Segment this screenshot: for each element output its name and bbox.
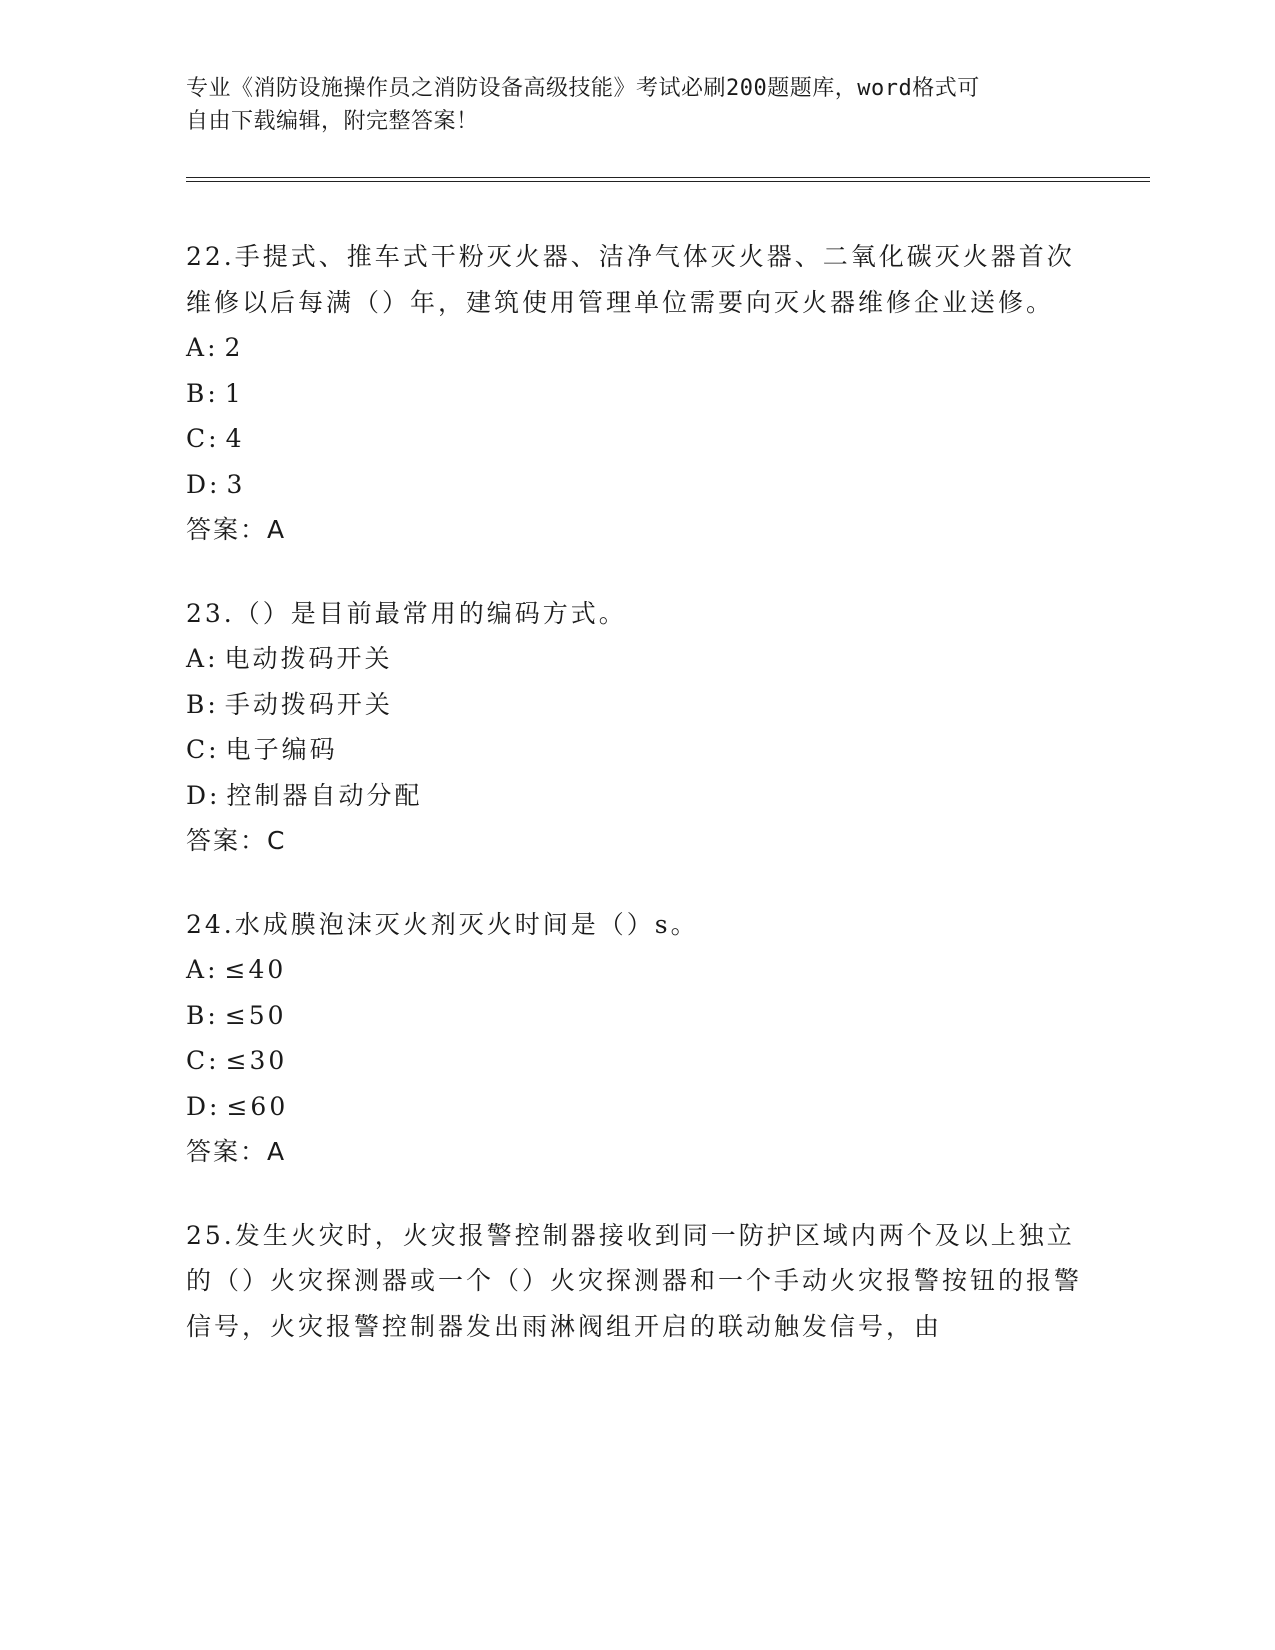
option-separator: : [207, 689, 219, 719]
option-b [186, 371, 1086, 417]
option-value: 2 [224, 333, 244, 362]
option-value: 3 [226, 469, 246, 499]
option-separator: : [207, 378, 219, 408]
option-key: A [186, 333, 208, 362]
option-a [186, 947, 1086, 993]
option-key: B [186, 378, 208, 408]
option-separator: : [207, 333, 219, 362]
option-value: 电动拨码开关 [224, 644, 393, 673]
option-b [186, 993, 1086, 1039]
question-25 [186, 1213, 1086, 1350]
option-key: B [186, 1000, 208, 1030]
option-d [186, 462, 1086, 508]
option-key: D [186, 1091, 210, 1121]
option-separator: : [207, 955, 219, 984]
option-key: B [186, 689, 208, 719]
option-key: A [186, 644, 208, 673]
answer-line: 答案：A [186, 1137, 287, 1166]
answer-line: 答案：C [186, 826, 287, 855]
option-key: C [186, 424, 209, 453]
option-b [186, 682, 1086, 728]
answer-line: 答案：A [186, 515, 287, 544]
document-header [186, 72, 1066, 138]
option-separator: : [208, 1046, 220, 1075]
option-value: ≤40 [224, 955, 287, 984]
option-separator: : [208, 735, 220, 764]
question-text: 25.发生火灾时，火灾报警控制器接收到同一防护区域内两个及以上独立的（）火灾探测器或一个（）火灾探测器和一个手动火灾报警按钮的报警信号，火灾报警控制器发出雨淋阀组开启的联动触发信号，由 [186, 1220, 1083, 1341]
header-line-2: 自由下载编辑，附完整答案！ [186, 109, 479, 134]
question-text: 22.手提式、推车式干粉灭火器、洁净气体灭火器、二氧化碳灭火器首次维修以后每满（）年，建筑使用管理单位需要向灭火器维修企业送修。 [186, 242, 1075, 317]
option-value: 手动拨码开关 [224, 689, 393, 719]
option-value: ≤60 [226, 1091, 289, 1121]
question-24 [186, 902, 1086, 1175]
question-list [186, 234, 1086, 1387]
option-value: 1 [224, 378, 244, 408]
option-separator: : [207, 1000, 219, 1030]
option-key: C [186, 1046, 209, 1075]
option-separator: : [208, 424, 220, 453]
option-d [186, 1084, 1086, 1130]
question-text: 24.水成膜泡沫灭火剂灭火时间是（）s。 [186, 909, 699, 939]
option-value: 电子编码 [225, 735, 338, 764]
option-key: A [186, 955, 208, 984]
option-separator: : [207, 644, 219, 673]
option-c [186, 416, 1086, 462]
option-value: ≤30 [225, 1046, 288, 1075]
option-c [186, 1038, 1086, 1084]
question-text: 23.（）是目前最常用的编码方式。 [186, 598, 627, 628]
option-value: 控制器自动分配 [226, 780, 423, 810]
option-key: C [186, 735, 209, 764]
header-line-1: 专业《消防设施操作员之消防设备高级技能》考试必刷200题题库，word格式可 [186, 76, 980, 101]
option-c [186, 727, 1086, 773]
option-d [186, 773, 1086, 819]
option-value: 4 [225, 424, 245, 453]
question-23 [186, 591, 1086, 864]
option-separator: : [209, 469, 221, 499]
option-a [186, 636, 1086, 682]
option-key: D [186, 469, 210, 499]
question-22 [186, 234, 1086, 553]
header-divider [186, 177, 1150, 182]
option-separator: : [209, 780, 221, 810]
option-a [186, 325, 1086, 371]
option-key: D [186, 780, 210, 810]
option-separator: : [209, 1091, 221, 1121]
option-value: ≤50 [224, 1000, 287, 1030]
